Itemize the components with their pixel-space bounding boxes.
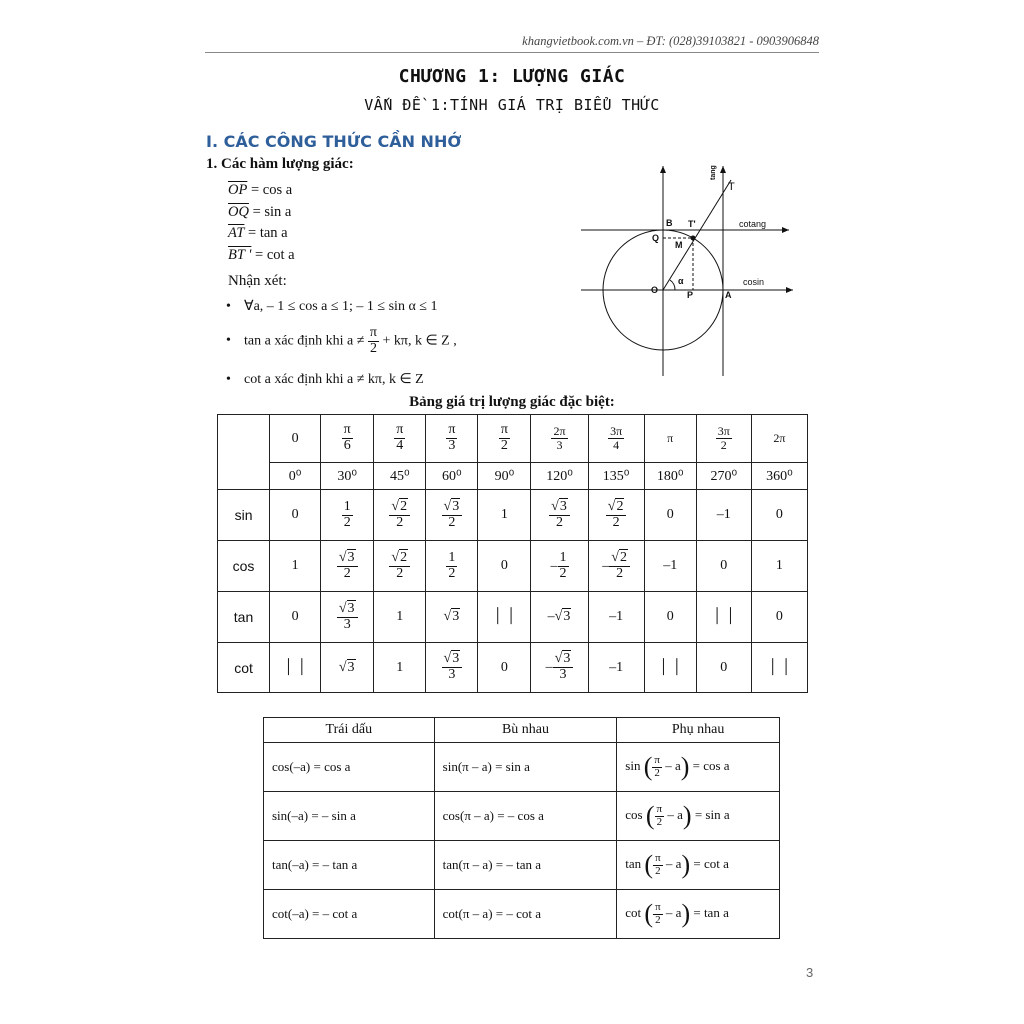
formula-lhs: $\overline{OP}$ [228, 182, 248, 198]
degree-cell: 360⁰ [751, 463, 807, 490]
degree-cell: 180⁰ [644, 463, 696, 490]
row-label-cot: cot [218, 643, 270, 693]
degree-cell: 90⁰ [478, 463, 531, 490]
formula-lhs: BT ' [228, 247, 252, 263]
angle-arc [670, 280, 675, 290]
label-q: Q [652, 233, 660, 243]
degree-cell: 30⁰ [321, 463, 374, 490]
unit-circle-diagram [575, 158, 800, 378]
identity-row [264, 743, 780, 792]
label-cosin: cosin [743, 277, 765, 287]
cos-row: cos 1 $\frac{√3}{2}$ $\frac{√2}{2}$ $\frac{1}{2}$ 0 – $\frac{1}{2}$ – $\frac{√2}{2}$ –1 0 1 [218, 541, 808, 592]
label-cotang: cotang [739, 219, 767, 229]
identity-cell: cos(π – a) = – cos a [434, 792, 617, 841]
arrow-cotang [782, 227, 789, 233]
bullet-text: tan a xác định khi a ≠ [244, 333, 368, 349]
section-title: I. CÁC CÔNG THỨC CẦN NHỚ [206, 132, 462, 151]
corner-cell [218, 415, 270, 490]
radian-cell: $\frac{\pi}{6}$ [321, 415, 374, 463]
bullet-tan-domain: • tan a xác định khi a ≠ $\frac{\pi}{2}$ + kπ, k ∈ Z , [226, 325, 457, 356]
sin-row: sin 0 $\frac{1}{2}$ $\frac{√2}{2}$ $\frac{√3}{2}$ 1 $\frac{√3}{2}$ $\frac{√2}{2}$ 0 –1 0 [218, 490, 808, 541]
identity-row [264, 841, 780, 890]
frac-den: 2 [369, 340, 377, 356]
radian-cell: $\frac{3\pi}{4}$ [588, 415, 644, 463]
identity-cell: sin(π – a) = sin a [434, 743, 617, 792]
formula-op [228, 182, 292, 199]
subtitle: VẤN ĐỀ 1:TÍNH GIÁ TRỊ BIỂU THỨC [364, 96, 660, 114]
arrow-cosin [786, 287, 793, 293]
bullet-text: + kπ, k ∈ Z , [379, 333, 457, 349]
identity-cell: sin(–a) = – sin a [264, 792, 435, 841]
cot-row: cot │ │ √3 1 $\frac{√3}{3}$ 0 – $\frac{√3}{3}$ –1 │ │ 0 │ │ [218, 643, 808, 693]
degree-cell: 60⁰ [426, 463, 478, 490]
identity-cell: cos ( $\frac{\pi}{2}$ – a) = sin a [617, 792, 780, 841]
special-table-title: Bảng giá trị lượng giác đặc biệt: [409, 394, 615, 410]
arrow-tang [720, 166, 726, 173]
degree-cell: 120⁰ [531, 463, 588, 490]
point-m [691, 236, 696, 241]
formula-at [228, 225, 288, 242]
row-label-sin: sin [218, 490, 270, 541]
page-header [205, 34, 819, 49]
identity-cell: tan(π – a) = – tan a [434, 841, 617, 890]
formula-rhs: = tan a [244, 225, 288, 241]
item-heading: 1. Các hàm lượng giác: [206, 156, 354, 172]
label-a: A [725, 290, 732, 300]
identity-cell: tan ( $\frac{\pi}{2}$ – a) = cot a [617, 841, 780, 890]
label-t-prime: T' [688, 219, 696, 229]
arrow-sin [660, 166, 666, 173]
identity-cell: cot(π – a) = – cot a [434, 890, 617, 939]
formula-rhs: = sin a [248, 204, 292, 220]
radian-cell: 0 [270, 415, 321, 463]
formula-rhs: = cos a [247, 182, 293, 198]
identity-header-row [264, 718, 780, 743]
degree-cell: 45⁰ [374, 463, 426, 490]
identity-cell: cot ( $\frac{\pi}{2}$ – a) = tan a [617, 890, 780, 939]
radian-cell: $\frac{\pi}{2}$ [478, 415, 531, 463]
radian-cell: $\frac{\pi}{4}$ [374, 415, 426, 463]
header-divider [205, 52, 819, 53]
chapter-title: CHƯƠNG 1: LƯỢNG GIÁC [398, 66, 626, 87]
identity-row [264, 890, 780, 939]
label-alpha: α [678, 276, 684, 286]
degree-cell: 135⁰ [588, 463, 644, 490]
row-label-cos: cos [218, 541, 270, 592]
row-label-tan: tan [218, 592, 270, 643]
radian-cell: $\frac{\pi}{3}$ [426, 415, 478, 463]
identity-cell: cos(–a) = cos a [264, 743, 435, 792]
header-contact: – ĐT: (028)39103821 - 0903906848 [633, 34, 819, 48]
formula-bt [228, 247, 295, 264]
identity-cell: cot(–a) = – cot a [264, 890, 435, 939]
radian-cell: π [644, 415, 696, 463]
label-m: M [675, 240, 683, 250]
header-phu-nhau: Phụ nhau [617, 718, 780, 743]
header-trai-dau: Trái dấu [264, 718, 435, 743]
label-p: P [687, 290, 694, 300]
identity-cell: tan(–a) = – tan a [264, 841, 435, 890]
formula-lhs: $\overline{AT}$ [228, 225, 245, 241]
bullet-range: • ∀a, – 1 ≤ cos a ≤ 1; – 1 ≤ sin α ≤ 1 [226, 299, 438, 314]
radian-cell: 2π [751, 415, 807, 463]
remark-label: Nhận xét: [228, 273, 287, 289]
identity-row [264, 792, 780, 841]
label-o: O [651, 285, 659, 295]
formula-oq [228, 204, 291, 221]
degree-row [218, 463, 808, 490]
bullet-text: cot a xác định khi a ≠ kπ, k ∈ Z [244, 372, 424, 387]
formula-rhs: = cot a [251, 247, 295, 263]
degree-cell: 0⁰ [270, 463, 321, 490]
bullet-text: ∀a, – 1 ≤ cos a ≤ 1; – 1 ≤ sin α ≤ 1 [244, 299, 438, 314]
radian-cell: $\frac{2\pi}{3}$ [531, 415, 588, 463]
frac-num: π [369, 325, 377, 340]
identity-cell: sin ( $\frac{\pi}{2}$ – a) = cos a [617, 743, 780, 792]
label-b: B [666, 218, 673, 228]
identity-table [263, 717, 780, 939]
header-bu-nhau: Bù nhau [434, 718, 617, 743]
radian-cell: $\frac{3\pi}{2}$ [696, 415, 751, 463]
bullet-cot-domain: • cot a xác định khi a ≠ kπ, k ∈ Z [226, 372, 424, 387]
tan-row: tan 0 $\frac{√3}{3}$ 1 √3 │ │ –√3 –1 0 │ │ 0 [218, 592, 808, 643]
header-site: khangvietbook.com.vn [522, 34, 634, 48]
label-tang: tang [710, 165, 717, 180]
special-values-table [217, 414, 808, 693]
degree-cell: 270⁰ [696, 463, 751, 490]
formula-lhs: $\overline{OQ}$ [228, 204, 249, 220]
label-t: T [728, 181, 735, 193]
pi-over-2 [368, 326, 379, 356]
radian-row [218, 415, 808, 463]
page-number: 3 [806, 965, 814, 980]
